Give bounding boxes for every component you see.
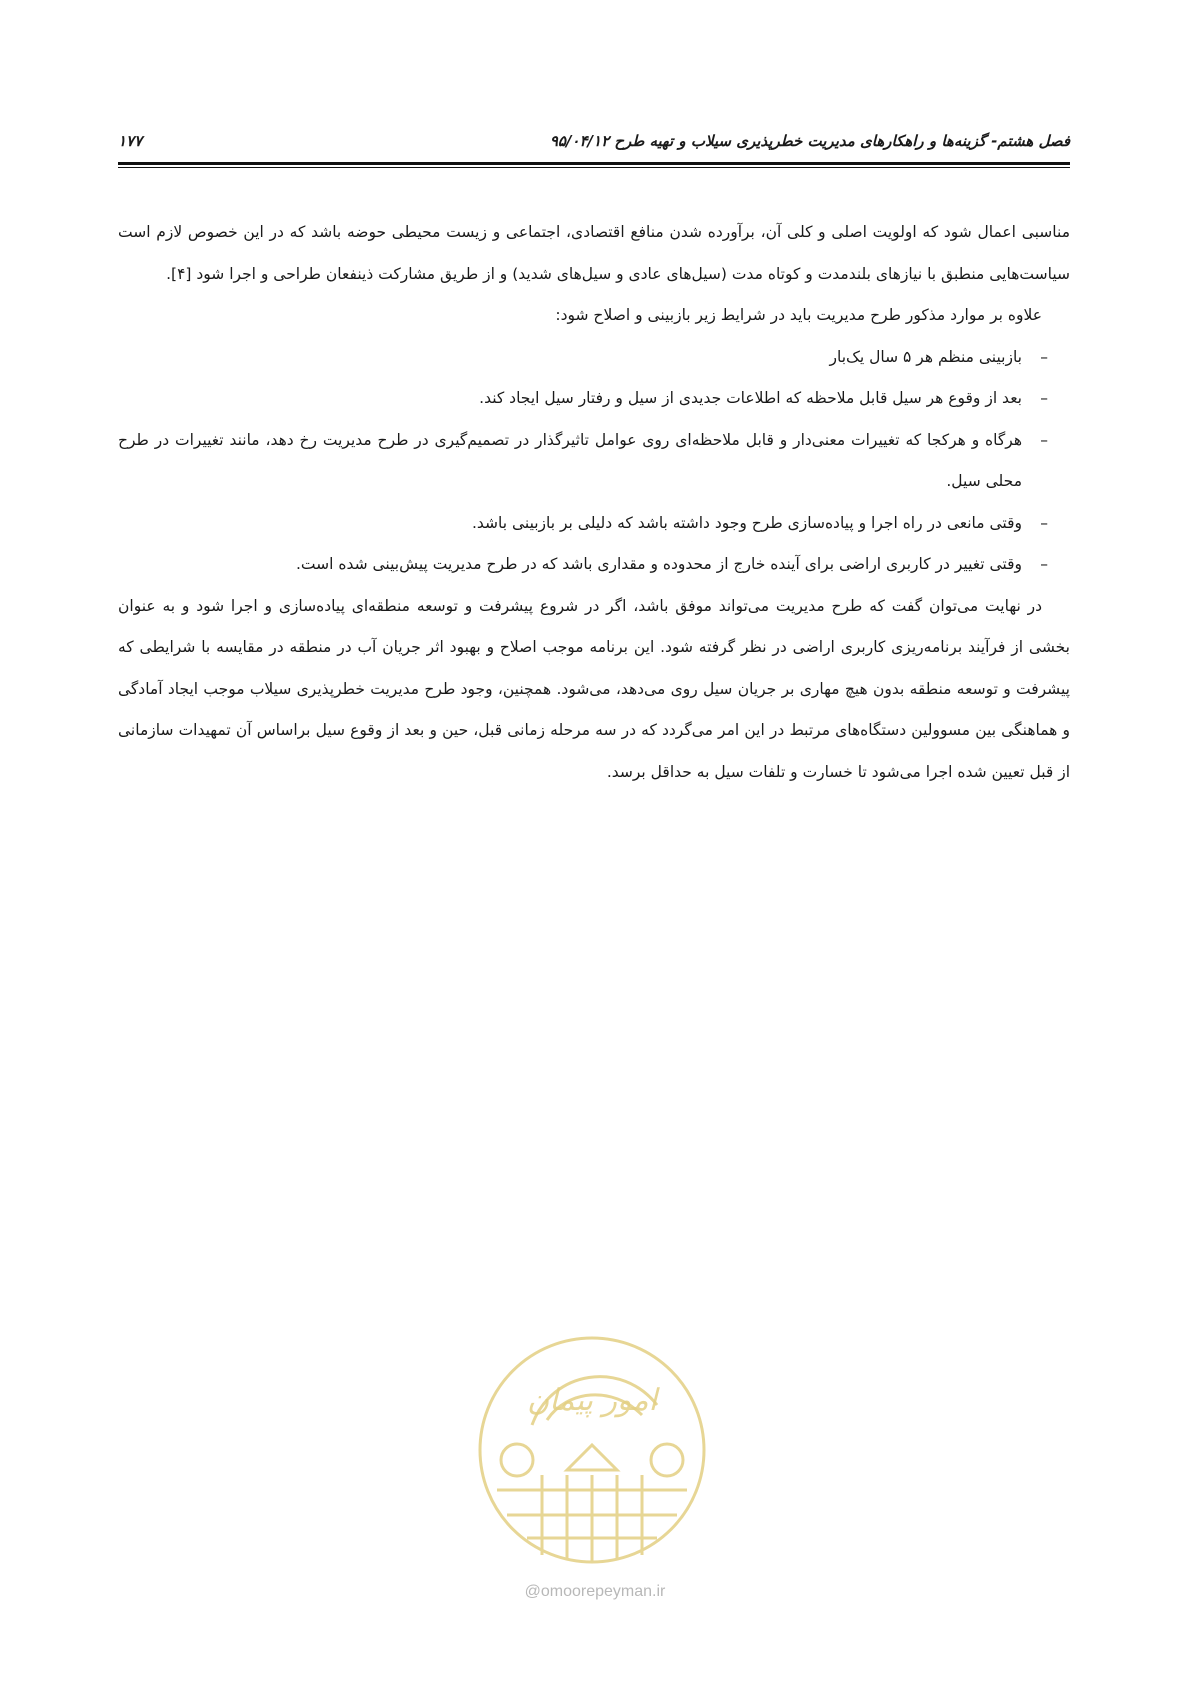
- list-item: – هرگاه و هرکجا که تغییرات معنی‌دار و قابل ملاحظه‌ای روی عوامل تاثیرگذار در تصمیم‌گیری در طرح مدیریت رخ دهد، مانند تغییرات در طرح محلی سیل.: [118, 420, 1070, 503]
- watermark-url: @omoorepeyman.ir: [524, 1583, 666, 1600]
- dash-bullet-icon: –: [1040, 389, 1048, 407]
- paragraph-1: مناسبی اعمال شود که اولویت اصلی و کلی آن، برآورده شدن منافع اقتصادی، اجتماعی و زیست محیطی حوضه باشد که در این خصوص لازم است سیاست‌هایی منطبق با نیازهای بلندمدت و کوتاه مدت (سیل‌های عادی و سیل‌های شدید) و از طریق مشارکت ذینفعان طراحی و اجرا شود [۴].: [118, 223, 1070, 283]
- dash-bullet-icon: –: [1040, 555, 1048, 573]
- svg-text:امور پیمان: امور پیمان: [527, 1383, 657, 1418]
- paragraph-2: علاوه بر موارد مذکور طرح مدیریت باید در شرایط زیر بازبینی و اصلاح شود:: [555, 306, 1042, 324]
- list-item: – بعد از وقوع هر سیل قابل ملاحظه که اطلاعات جدیدی از سیل و رفتار سیل ایجاد کند.: [118, 378, 1070, 420]
- list-item: – وقتی تغییر در کاربری اراضی برای آینده خارج از محدوده و مقداری باشد که در طرح مدیریت پیش‌بینی شده است.: [118, 544, 1070, 586]
- paragraph-3: در نهایت می‌توان گفت که طرح مدیریت می‌تواند موفق باشد، اگر در شروع پیشرفت و توسعه منطقه‌ای پیاده‌سازی و اجرا شود و به عنوان بخشی از فرآیند برنامه‌ریزی کاربری اراضی در نظر گرفته شود. این برنامه موجب اصلاح و بهبود اثر جریان آب در منطقه در مقایسه با شرایطی که پیشرفت و توسعه منطقه بدون هیچ مهاری بر جریان سیل روی می‌دهد، می‌شود. همچنین، وجود طرح مدیریت خطرپذیری سیلاب موجب ایجاد آمادگی و هماهنگی بین مسوولین دستگاه‌های مرتبط در این امر می‌گردد که در سه مرحله زمانی قبل، حین و بعد از وقوع سیل براساس آن تمهیدات سازمانی از قبل تعیین شده اجرا می‌شود تا خسارت و تلفات سیل به حداقل برسد.: [118, 596, 1070, 781]
- dash-bullet-icon: –: [1040, 513, 1048, 532]
- header-divider: [118, 162, 1070, 168]
- page-header: [118, 126, 1070, 166]
- dash-bullet-icon: –: [1040, 430, 1048, 449]
- list-item: – بازبینی منظم هر ۵ سال یک‌بار: [118, 337, 1070, 379]
- page-number: ۱۷۷: [118, 132, 143, 150]
- list-item: – وقتی مانعی در راه اجرا و پیاده‌سازی طرح وجود داشته باشد که دلیلی بر بازبینی باشد.: [118, 503, 1070, 545]
- body-content: [118, 212, 1070, 793]
- watermark-seal-icon: [472, 1330, 712, 1570]
- chapter-title: فصل هشتم- گزینه‌ها و راهکارهای مدیریت خطرپذیری سیلاب و تهیه طرح ۹۵/۰۴/۱۲: [549, 132, 1070, 150]
- review-conditions-list: [118, 337, 1070, 586]
- dash-bullet-icon: –: [1040, 347, 1048, 366]
